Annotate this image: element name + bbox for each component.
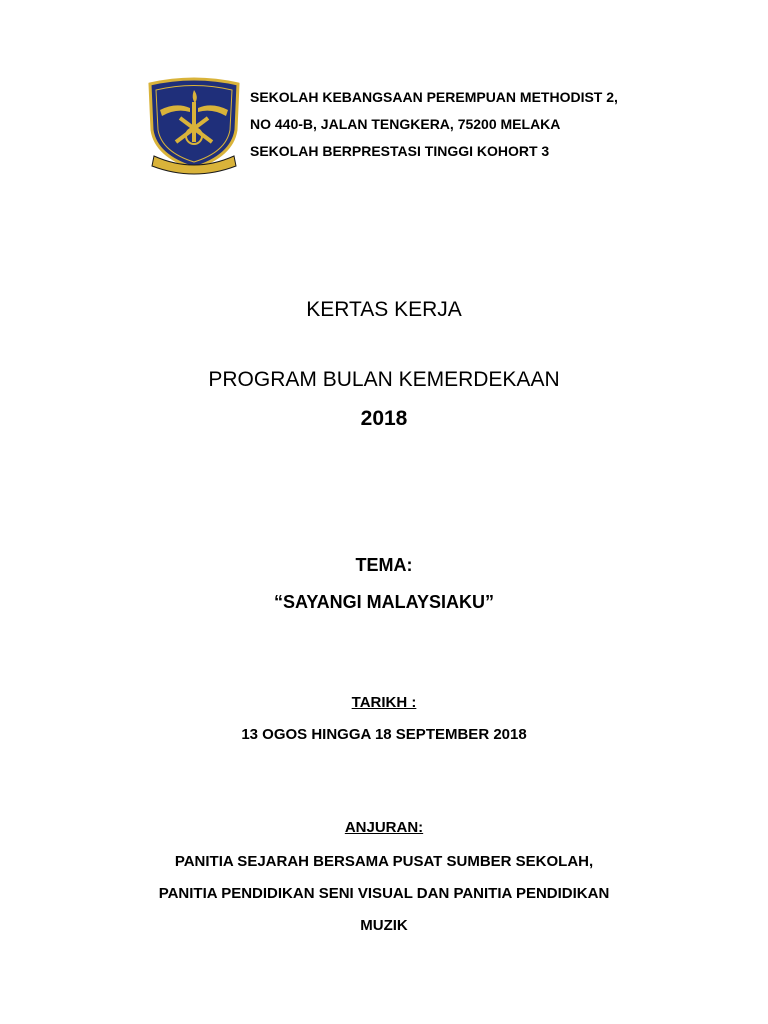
theme-label: TEMA:: [355, 555, 413, 575]
program-title: PROGRAM BULAN KEMERDEKAAN: [208, 368, 560, 391]
theme-value: “SAYANGI MALAYSIAKU”: [273, 592, 495, 612]
organizer-line: MUZIK: [360, 917, 408, 934]
organizer-line: PANITIA SEJARAH BERSAMA PUSAT SUMBER SEKOLAH,: [174, 853, 594, 870]
date-label: TARIKH :: [351, 694, 417, 711]
organizer-line: PANITIA PENDIDIKAN SENI VISUAL DAN PANITIA PENDIDIKAN: [158, 885, 610, 902]
school-status-line: SEKOLAH BERPRESTASI TINGGI KOHORT 3: [250, 143, 550, 159]
date-value: 13 OGOS HINGGA 18 SEPTEMBER 2018: [241, 726, 527, 743]
school-name-line: SEKOLAH KEBANGSAAN PEREMPUAN METHODIST 2,: [250, 89, 618, 105]
document-title: KERTAS KERJA: [306, 298, 462, 321]
school-header: [250, 84, 730, 165]
program-year: 2018: [360, 407, 408, 430]
organizer-label: ANJURAN:: [344, 819, 424, 836]
school-address-line: NO 440-B, JALAN TENGKERA, 75200 MELAKA: [250, 116, 561, 132]
organizer-block: [0, 846, 768, 942]
school-crest-logo: [146, 70, 242, 176]
